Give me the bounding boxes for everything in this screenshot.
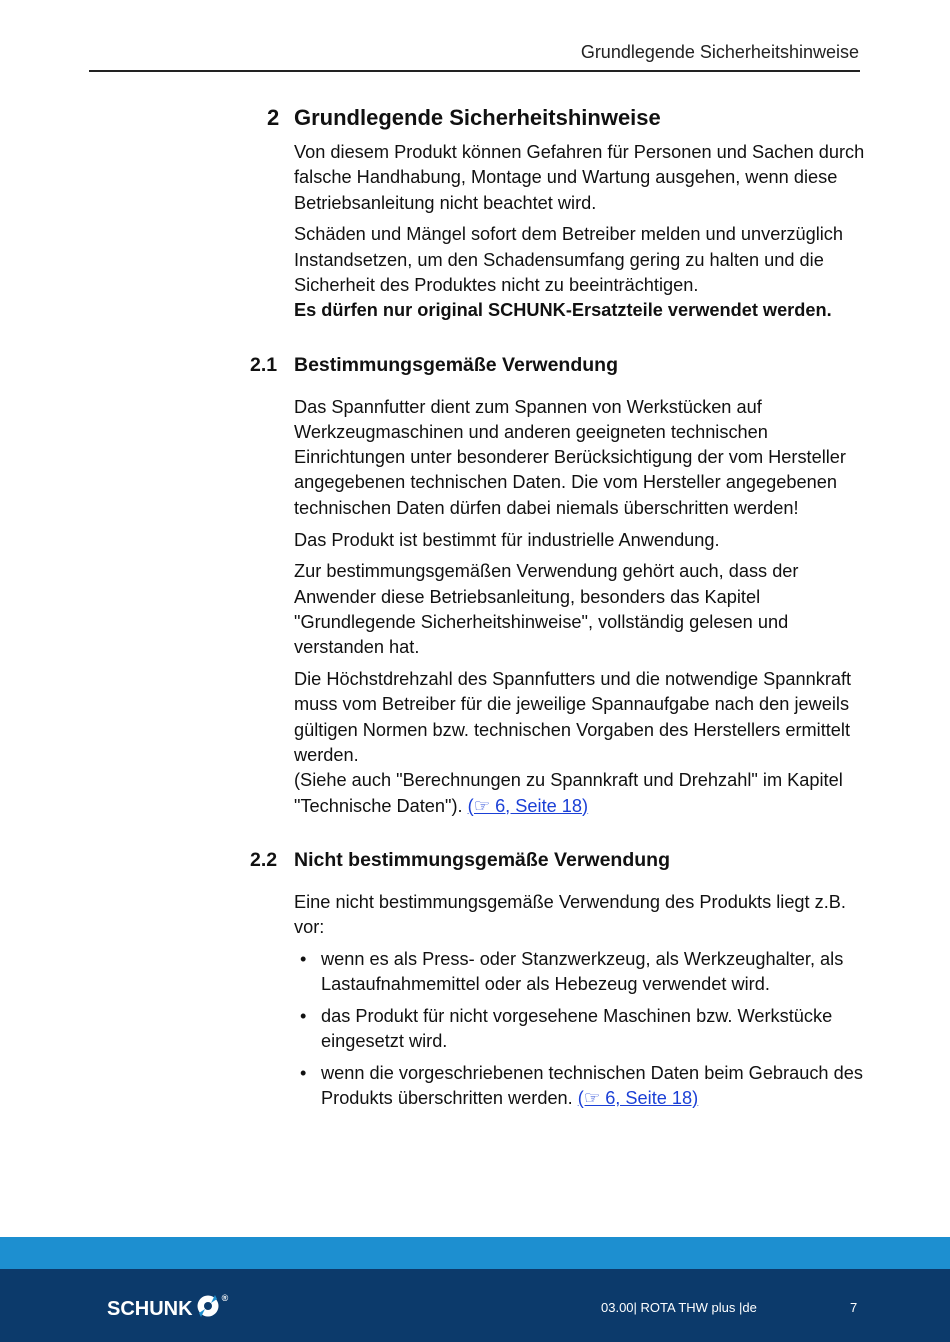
paragraph: Von diesem Produkt können Gefahren für Personen und Sachen durch falsche Handhabung, Montage und Wartung ausgehen, wenn diese Betriebsanleitung nicht beachtet wird. — [294, 142, 865, 213]
bullet-icon: • — [300, 948, 307, 969]
paragraph: Das Spannfutter dient zum Spannen von Werkstücken auf Werkzeugmaschinen und anderen geeigneten technischen Einrichtungen unter besonderer Berücksichtigung der vom Hersteller angegebenen technischen Daten. Die vom Hersteller angegebenen technischen Daten dürfen dabei niemals überschritten werden! — [294, 396, 846, 518]
page-number: 7 — [850, 1300, 858, 1315]
subsection-title: Nicht bestimmungsgemäße Verwendung — [294, 848, 670, 871]
bullet-icon: • — [300, 1006, 307, 1027]
paragraph-text: Die Höchstdrehzahl des Spannfutters und die notwendige Spannkraft muss vom Betreiber für die jeweilige Spannaufgabe nach den jeweils gültigen Normen bzw. technischen Vorgaben des Herstellers ermittelt werden. — [294, 669, 852, 765]
paragraph — [294, 222, 870, 323]
paragraph: Zur bestimmungsgemäßen Verwendung gehört auch, dass der Anwender diese Betriebsanleitung, besonders das Kapitel "Grundlegende Sicherheitshinweise", vollständig gelesen und verstanden hat. — [294, 561, 799, 658]
subsection-body — [250, 872, 870, 1112]
subsection-number: 2.1 — [250, 353, 278, 376]
section-body — [250, 136, 870, 324]
paragraph: Das Produkt ist bestimmt für industrielle Anwendung. — [294, 529, 720, 550]
cross-reference-link[interactable]: (☞ 6, Seite 18) — [577, 1088, 699, 1109]
header-rule — [89, 70, 860, 72]
list-item-text: wenn die vorgeschriebenen technischen Daten beim Gebrauch des Produkts überschritten werden. — [321, 1063, 863, 1109]
section-number: 2 — [267, 105, 280, 130]
list-item — [294, 1004, 870, 1055]
bullet-list — [294, 947, 870, 1112]
list-item — [294, 947, 870, 998]
footer-doc-info: 03.00| ROTA THW plus |de — [601, 1300, 757, 1315]
list-item-text: wenn es als Press- oder Stanzwerkzeug, als Werkzeughalter, als Lastaufnahmemittel oder als Hebezeug verwendet wird. — [321, 948, 844, 995]
list-item-text: das Produkt für nicht vorgesehene Maschinen bzw. Werkstücke eingesetzt wird. — [321, 1006, 833, 1052]
logo-text: SCHUNK — [107, 1297, 193, 1320]
section-heading — [250, 100, 870, 136]
list-item — [294, 1061, 870, 1112]
footer-accent-band — [0, 1237, 950, 1269]
running-header: Grundlegende Sicherheitshinweise — [580, 42, 859, 62]
cross-reference-link[interactable]: (☞ 6, Seite 18) — [467, 795, 589, 816]
subsection-heading — [250, 849, 870, 872]
see-also-text: (Siehe auch "Berechnungen zu Spannkraft und Drehzahl" im Kapitel "Technische Daten"). — [294, 770, 843, 816]
bold-note: Es dürfen nur original SCHUNK-Ersatzteile verwendet werden. — [294, 300, 832, 321]
subsection-title: Bestimmungsgemäße Verwendung — [294, 353, 618, 376]
bullet-icon: • — [300, 1063, 307, 1084]
paragraph-text: Schäden und Mängel sofort dem Betreiber melden und unverzüglich Instandsetzen, um den Schadensumfang gering zu halten und die Sicherheit des Produktes nicht zu beeinträchtigen. — [294, 224, 843, 295]
registered-mark: ® — [221, 1293, 229, 1303]
subsection-body — [250, 377, 870, 819]
logo-mark-icon — [195, 1293, 221, 1325]
paragraph: Eine nicht bestimmungsgemäße Verwendung des Produkts liegt z.B. vor: — [294, 891, 846, 938]
subsection-number: 2.2 — [250, 848, 278, 871]
section-title: Grundlegende Sicherheitshinweise — [294, 105, 661, 130]
subsection-heading — [250, 354, 870, 377]
schunk-logo — [107, 1293, 228, 1325]
paragraph — [294, 667, 870, 819]
page-content — [250, 100, 870, 1112]
